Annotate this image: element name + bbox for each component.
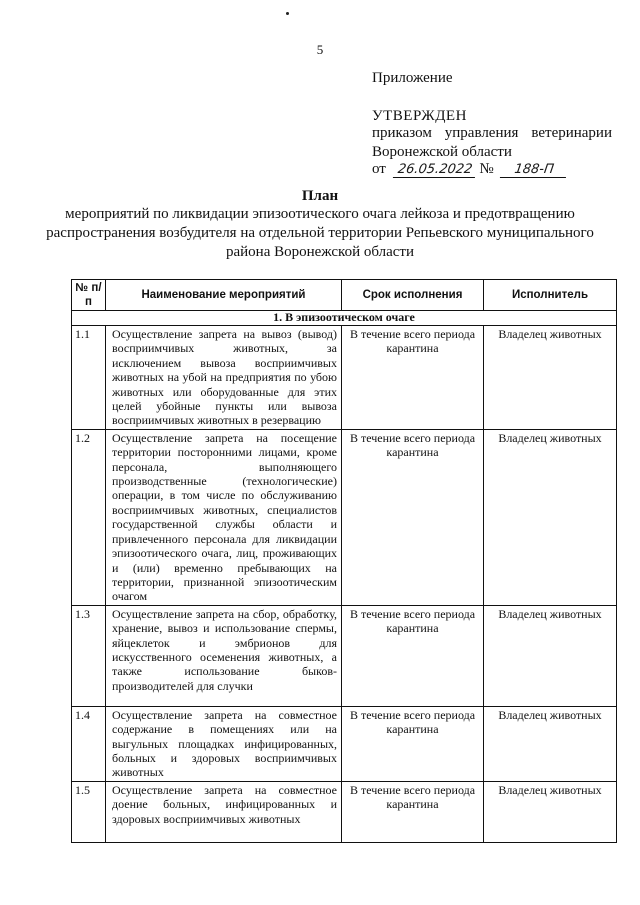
row-period: В течение всего периода карантина: [342, 781, 484, 842]
row-period: В течение всего периода карантина: [342, 429, 484, 605]
row-period: В течение всего периода карантина: [342, 326, 484, 430]
table-row: [72, 326, 617, 430]
row-name: Осуществление запрета на посещение территории посторонними лицами, кроме персонала, выполняющего производственные (технологические) операции, в том числе по обслуживанию восприимчивых животных, специалистов государственной службы области и привлеченного персонала для ликвидации эпизоотического очага, лиц, проживающих и (или) временно пребывающих на территории, признанной эпизоотическим очагом: [106, 429, 342, 605]
table-row: [72, 706, 617, 781]
row-period: В течение всего периода карантина: [342, 706, 484, 781]
row-executor: Владелец животных: [484, 605, 617, 706]
row-name: Осуществление запрета на совместное содержание в помещениях или на выгульных площадках инфицированных, больных и здоровых восприимчивых животных: [106, 706, 342, 781]
order-date-number: [372, 160, 567, 179]
header-num: № п/п: [72, 280, 106, 311]
section-title: 1. В эпизоотическом очаге: [72, 311, 617, 326]
row-name: Осуществление запрета на вывоз (вывод) восприимчивых животных, за исключением вывоза восприимчивых животных на убой на предприятия по убою животных или оборудованные для этих целей убойные пункты или вывоза восприимчивых животных в резервацию: [106, 326, 342, 430]
table-row: [72, 429, 617, 605]
header-name: Наименование мероприятий: [106, 280, 342, 311]
scan-dot: [286, 12, 289, 15]
header-executor: Исполнитель: [484, 280, 617, 311]
table-row: [72, 781, 617, 842]
row-executor: Владелец животных: [484, 326, 617, 430]
page-number: 5: [316, 42, 324, 57]
plan-title: План: [301, 188, 339, 204]
date-prefix: от: [372, 161, 386, 177]
header-period: Срок исполнения: [342, 280, 484, 311]
row-executor: Владелец животных: [484, 781, 617, 842]
row-name: Осуществление запрета на сбор, обработку, хранение, вывоз и использование спермы, яйцеклеток и эмбрионов для искусственного осеменения животных, а также использование быков-производителей для случки: [106, 605, 342, 706]
row-executor: Владелец животных: [484, 429, 617, 605]
section-row: [72, 311, 617, 326]
row-num: 1.1: [72, 326, 106, 430]
plan-subtitle: мероприятий по ликвидации эпизоотического очага лейкоза и предотвращению распространения возбудителя на отдельной территории Репьевского муниципального района Воронежской области: [46, 206, 594, 260]
table-header-row: [72, 280, 617, 311]
handwritten-date: 26.05.2022: [392, 162, 476, 178]
row-num: 1.3: [72, 605, 106, 706]
number-prefix: №: [479, 161, 494, 177]
row-num: 1.5: [72, 781, 106, 842]
row-executor: Владелец животных: [484, 706, 617, 781]
approved-label: УТВЕРЖДЕН: [372, 108, 467, 124]
row-num: 1.4: [72, 706, 106, 781]
region-line: Воронежской области: [372, 144, 512, 160]
order-line: приказом управления ветеринарии: [372, 125, 612, 141]
plan-table: [71, 279, 617, 843]
row-num: 1.2: [72, 429, 106, 605]
table-row: [72, 605, 617, 706]
handwritten-number: 188-П: [500, 162, 568, 178]
appendix-label: Приложение: [372, 70, 453, 86]
row-period: В течение всего периода карантина: [342, 605, 484, 706]
row-name: Осуществление запрета на совместное доение больных, инфицированных и здоровых восприимчивых животных: [106, 781, 342, 842]
